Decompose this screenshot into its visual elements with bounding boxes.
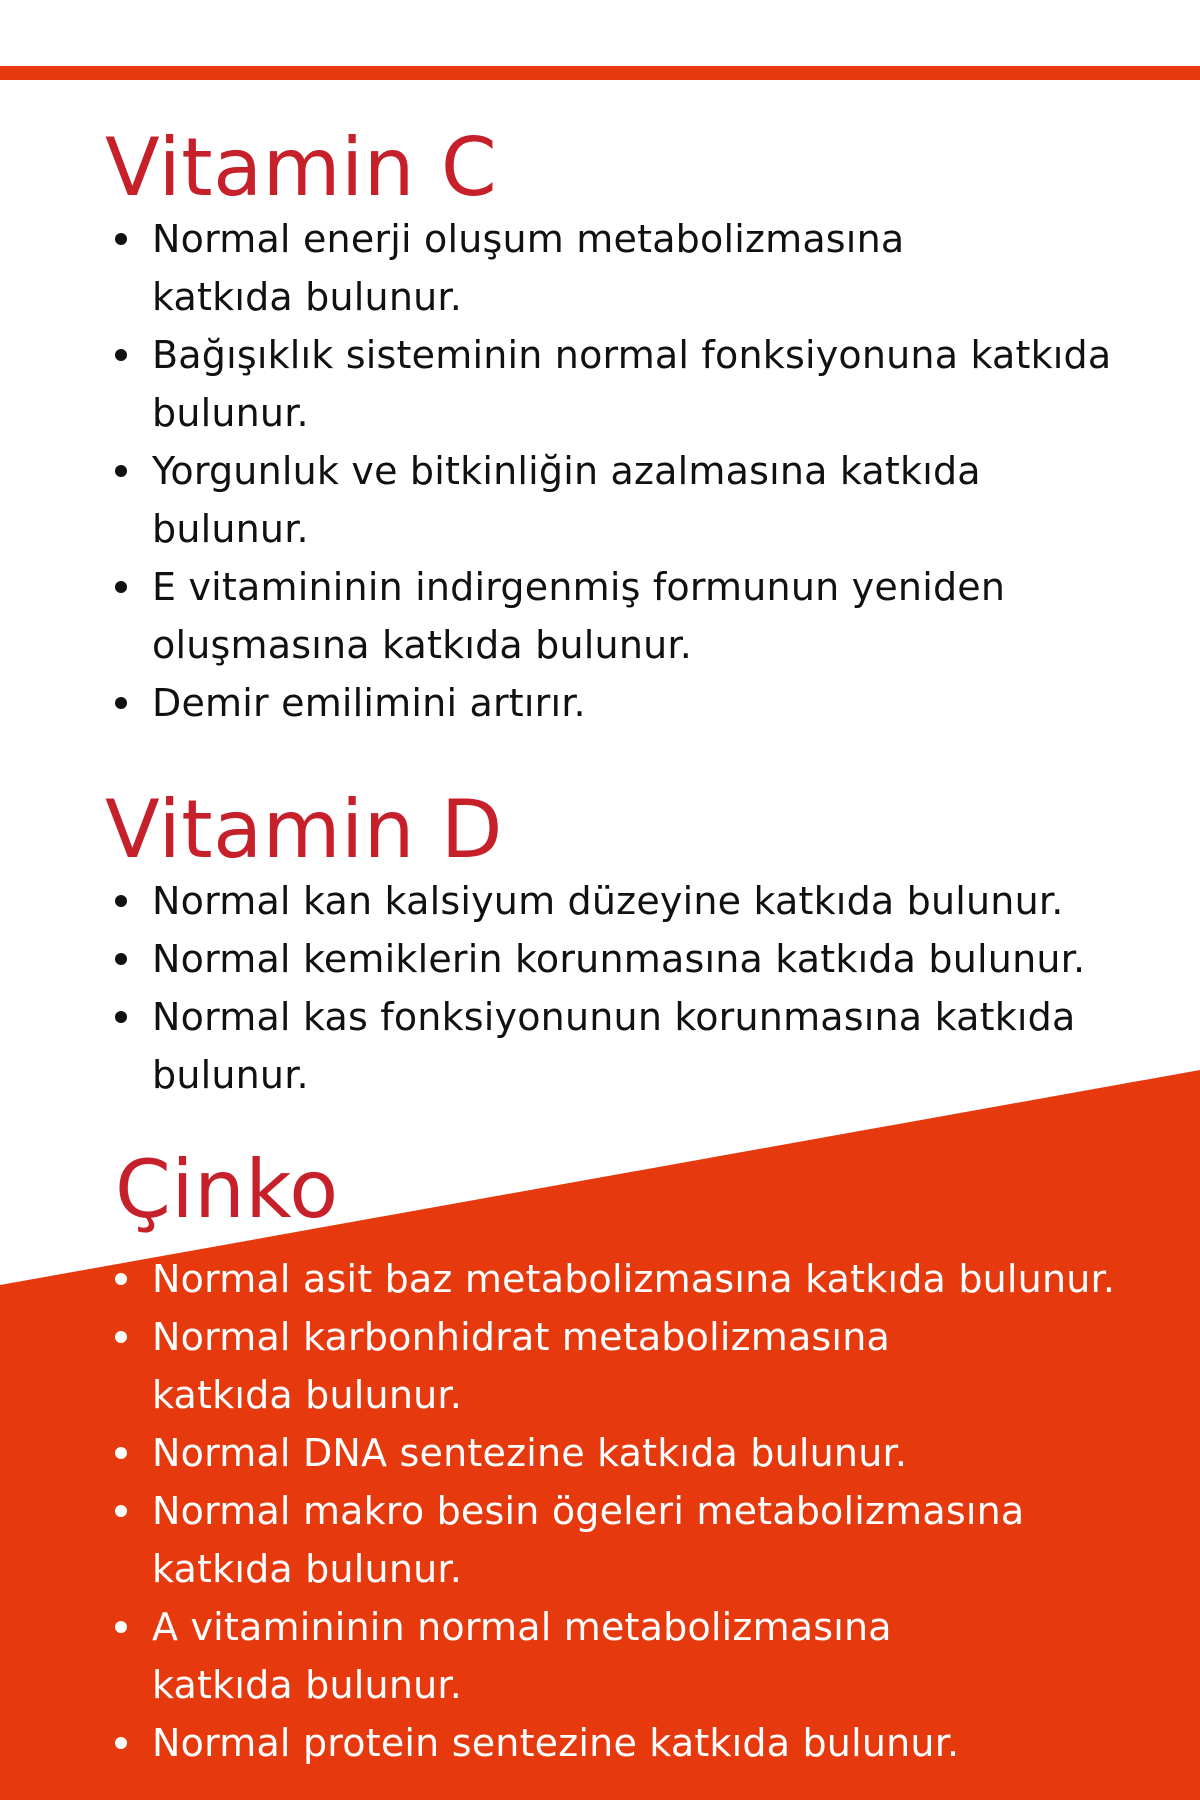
- bullet-icon: [115, 1273, 127, 1285]
- list-item: [0, 1714, 1200, 1772]
- list-item-text: A vitamininin normal metabolizmasına katkıda bulunur.: [152, 1605, 892, 1707]
- bullet-icon: [115, 581, 127, 593]
- list-item: [0, 558, 1200, 674]
- bullet-icon: [115, 953, 127, 965]
- vitamin-d-list: [0, 872, 1200, 1104]
- list-item-text: Normal asit baz metabolizmasına katkıda bulunur.: [152, 1257, 1116, 1301]
- vitamin-c-title: Vitamin C: [105, 121, 498, 214]
- vitamin-d-title: Vitamin D: [105, 783, 503, 876]
- bullet-icon: [115, 1011, 127, 1023]
- cinko-list: [0, 1250, 1200, 1772]
- cinko-title: Çinko: [115, 1143, 339, 1236]
- bullet-icon: [115, 349, 127, 361]
- list-item: [0, 1308, 1200, 1424]
- list-item: [0, 674, 1200, 732]
- bullet-icon: [115, 1447, 127, 1459]
- list-item: [0, 930, 1200, 988]
- list-item-text: Normal kan kalsiyum düzeyine katkıda bulunur.: [152, 879, 1064, 923]
- list-item-text: Demir emilimini artırır.: [152, 681, 586, 725]
- bullet-icon: [115, 465, 127, 477]
- list-item: [0, 988, 1200, 1104]
- list-item: [0, 872, 1200, 930]
- bullet-icon: [115, 1331, 127, 1343]
- list-item-text: Bağışıklık sisteminin normal fonksiyonuna katkıda bulunur.: [152, 333, 1112, 435]
- cinko-section: [0, 1143, 1200, 1772]
- vitamin-c-list: [0, 210, 1200, 732]
- list-item-text: Normal kemiklerin korunmasına katkıda bulunur.: [152, 937, 1086, 981]
- list-item: [0, 1424, 1200, 1482]
- list-item-text: E vitamininin indirgenmiş formunun yeniden oluşmasına katkıda bulunur.: [152, 565, 1006, 667]
- list-item-text: Normal kas fonksiyonunun korunmasına katkıda bulunur.: [152, 995, 1076, 1097]
- vitamin-d-section: [0, 783, 1200, 1104]
- list-item-text: Normal karbonhidrat metabolizmasına katkıda bulunur.: [152, 1315, 890, 1417]
- bullet-icon: [115, 697, 127, 709]
- list-item-text: Normal protein sentezine katkıda bulunur.: [152, 1721, 960, 1765]
- bullet-icon: [115, 233, 127, 245]
- bullet-icon: [115, 895, 127, 907]
- list-item-text: Yorgunluk ve bitkinliğin azalmasına katkıda bulunur.: [152, 449, 981, 551]
- list-item: [0, 442, 1200, 558]
- list-item: [0, 326, 1200, 442]
- vitamin-c-section: [0, 121, 1200, 732]
- bullet-icon: [115, 1737, 127, 1749]
- bullet-icon: [115, 1621, 127, 1633]
- list-item-text: Normal makro besin ögeleri metabolizmasına katkıda bulunur.: [152, 1489, 1025, 1591]
- list-item: [0, 1598, 1200, 1714]
- list-item-text: Normal enerji oluşum metabolizmasına katkıda bulunur.: [152, 217, 905, 319]
- list-item: [0, 1482, 1200, 1598]
- bullet-icon: [115, 1505, 127, 1517]
- list-item: [0, 210, 1200, 326]
- list-item: [0, 1250, 1200, 1308]
- list-item-text: Normal DNA sentezine katkıda bulunur.: [152, 1431, 908, 1475]
